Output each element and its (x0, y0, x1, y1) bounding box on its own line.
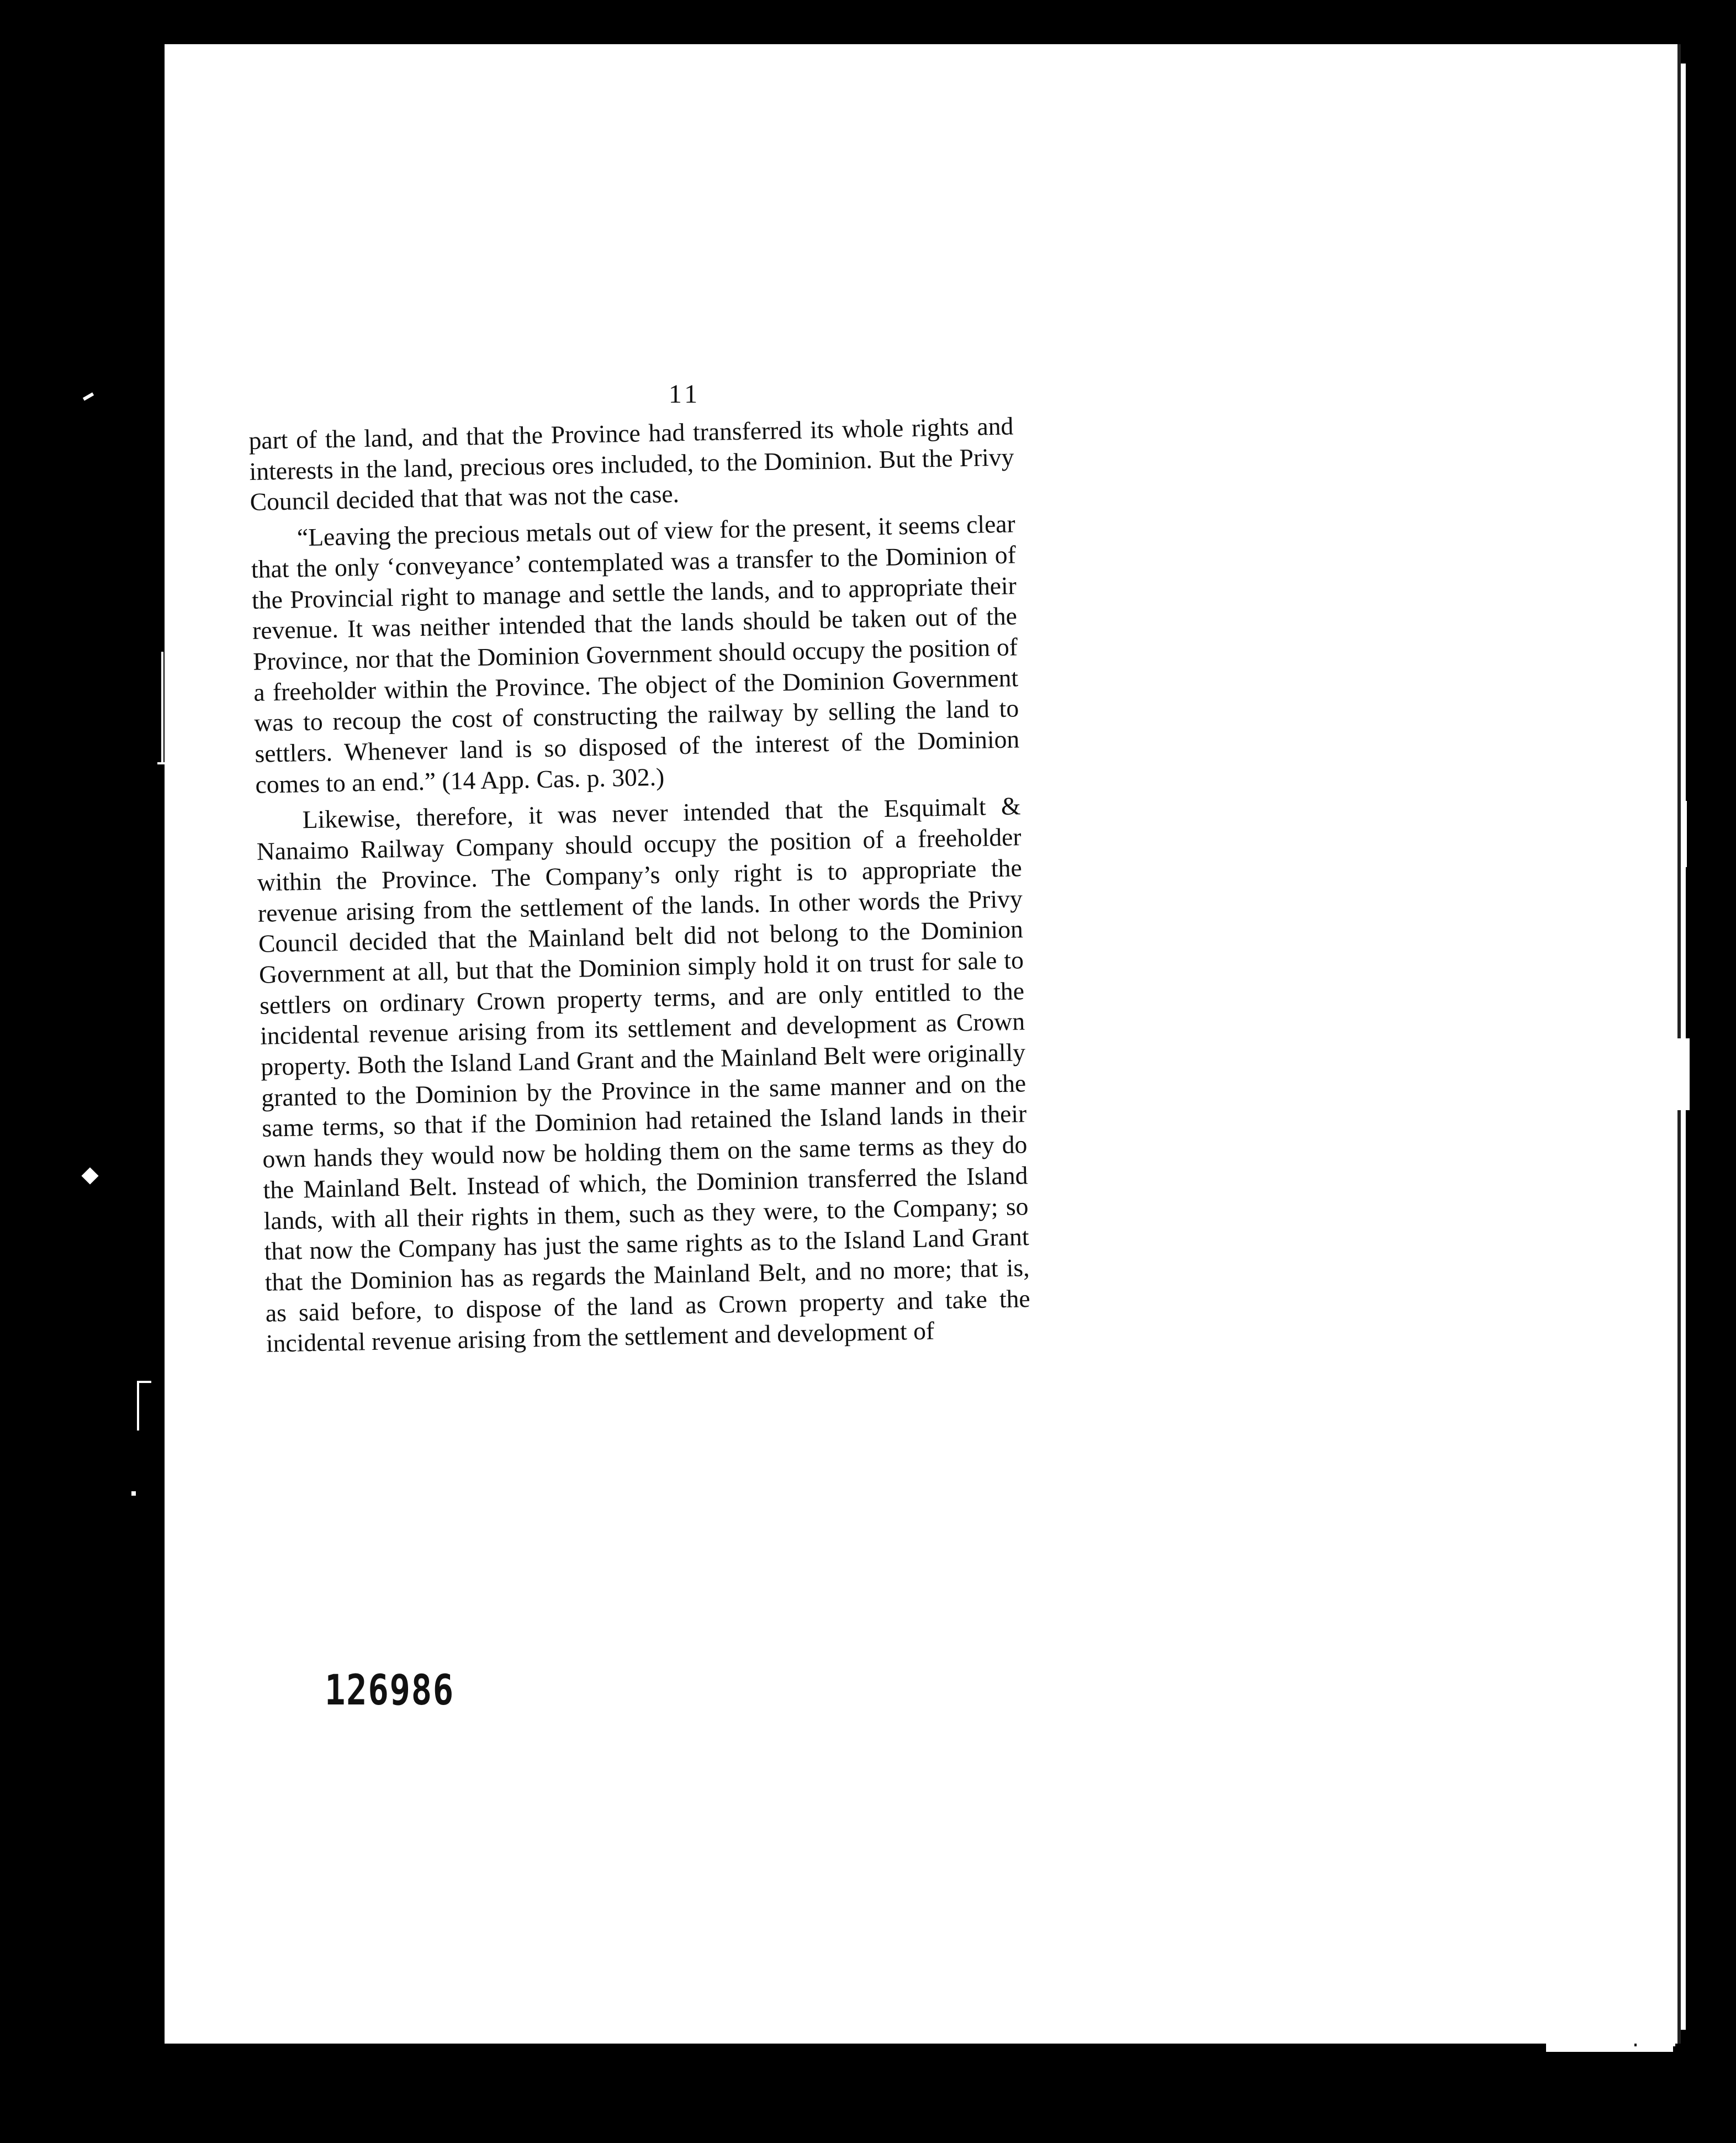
paragraph: Likewise, therefore, it was never intended that the Esquimalt & Nanaimo Railway Company should occupy the position of a freeholder within the Province. The Company’s only right is to appropriate the revenue arising from the settlement of the lands. In other words the Privy Council decided that the Mainland belt did not belong to the Dominion Government at all, but that the Dominion simply hold it on trust for sale to settlers on ordinary Crown property terms, and are only entitled to the incidental revenue arising from its settlement and development as Crown property. Both the Island Land Grant and the Mainland Belt were originally granted to the Dominion by the Province in the same manner and on the same terms, so that if the Dominion had retained the Island lands in their own hands they would now be holding them on the same terms as they do the Mainland Belt. Instead of which, the Dominion transferred the Island lands, with all their rights in them, such as they were, to the Company; so that now the Company has just the same rights as to the Island Land Grant that the Dominion has as regards the Mainland Belt, and no more; that is, as said before, to dispose of the land as Crown property and take the incidental revenue arising from the settlement and development of (256, 791, 1031, 1358)
scan-mark (166, 1292, 178, 1386)
scan-mark (1681, 801, 1687, 867)
scan-mark (137, 1381, 139, 1431)
accession-number-stamp: 126986 (325, 1665, 454, 1714)
scan-mark (1673, 1270, 1677, 1414)
scan-mark (1673, 1038, 1690, 1110)
scan-mark (83, 392, 94, 400)
page-number: 11 (668, 379, 701, 409)
scan-mark (1524, 1972, 1527, 2033)
scan-mark (81, 1167, 98, 1184)
scan-mark (166, 442, 172, 445)
document-page (165, 44, 1677, 2044)
scan-mark (161, 652, 163, 762)
scan-mark (1524, 1972, 1596, 1975)
scan-mark (137, 1381, 151, 1383)
scan-mark (157, 762, 179, 764)
block-quote: “Leaving the precious metals out of view for the present, it seems clear that the only ‘conveyance’ contemplated was a transfer to the Dominion of the Provincial right to manage and settle the lands, and to appropriate their revenue. It was neither intended that the lands should be taken out of the Province, nor that the Dominion Government should occupy the position of a freeholder within the Province. The object of the Dominion Government was to recoup the cost of constructing the railway by selling the land to settlers. Whenever land is so disposed of the interest of the Dominion comes to an end.” (14 App. Cas. p. 302.) (251, 509, 1020, 799)
body-text (248, 410, 1031, 1359)
paragraph: part of the land, and that the Province had transferred its whole rights and interests in the land, precious ores included, to the Dominion. But the Privy Council decided that that was not the case. (248, 411, 1014, 516)
scan-mark (131, 1491, 136, 1496)
scan-mark (182, 260, 184, 359)
scan-mark (1668, 729, 1677, 900)
